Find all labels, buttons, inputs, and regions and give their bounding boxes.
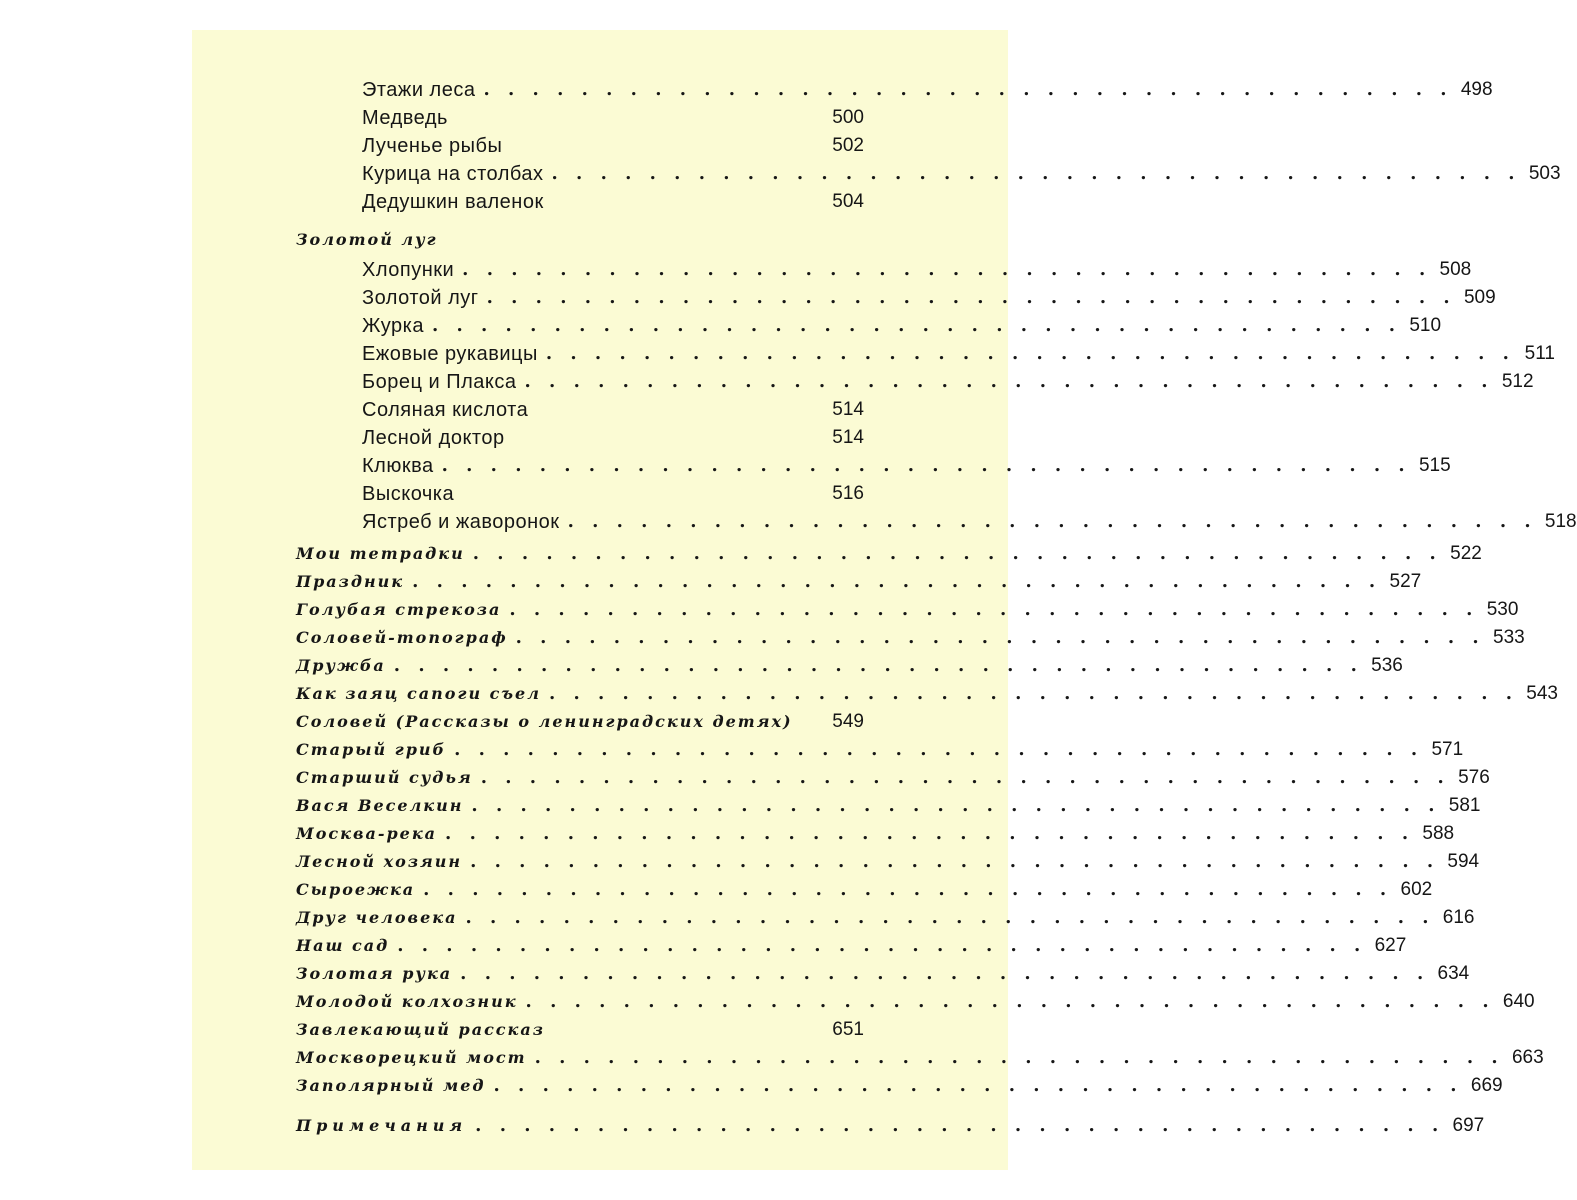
entry-title: Курица на столбах (362, 163, 544, 185)
entry-page-number: 518 (1544, 511, 1577, 532)
toc-sub-entry (362, 132, 864, 160)
entry-page-number: 576 (1458, 767, 1490, 788)
entry-page-number: 640 (1502, 991, 1535, 1012)
entry-page-number: 627 (1374, 935, 1407, 956)
toc-notes-entry (296, 1112, 1485, 1140)
toc-sub-entry (362, 256, 1472, 284)
entry-title: Как заяц сапоги съел (296, 684, 541, 703)
entry-title: Заполярный мед (296, 1076, 486, 1095)
dot-leader: . . . . . . . . . . . . . . . . . . . . . . . . . . . . . . . . . . . . . . . . (445, 823, 1415, 844)
toc-main-entry (296, 820, 1455, 848)
toc-sub-entry (362, 340, 1555, 368)
entry-title: Праздник (296, 572, 405, 591)
entry-page-number: 549 (832, 711, 864, 732)
section-heading-title: Золотой луг (296, 230, 438, 249)
entry-title: Лесной доктор (362, 427, 505, 449)
entry-title: Сыроежка (296, 880, 416, 899)
toc-main-entry (296, 876, 1433, 904)
dot-leader: . . . . . . . . . . . . . . . . . . . . . . . . . . . . . . . . . . . . . . . . (486, 287, 1456, 308)
entry-title: Соловей (Рассказы о ленинградских детях) (296, 712, 793, 731)
entry-page-number: 508 (1439, 259, 1472, 280)
entry-title: Лученье рыбы (362, 135, 503, 157)
toc-sub-entry (362, 452, 1451, 480)
toc-sub-entry (362, 76, 1493, 104)
dot-leader: . . . . . . . . . . . . . . . . . . . . . . . . . . . . . . . . . . . . . . . . (454, 739, 1424, 760)
entry-title: Журка (362, 315, 424, 337)
toc-sub-entry (362, 312, 1442, 340)
entry-title: Соловей-топограф (296, 628, 508, 647)
entry-title: Мои тетрадки (296, 544, 465, 563)
entry-title: Москворецкий мост (296, 1048, 527, 1067)
entry-title: Золотая рука (296, 964, 453, 983)
dot-leader: . . . . . . . . . . . . . . . . . . . . . . . . . . . . . . . . . . . . . . . . (515, 627, 1485, 648)
entry-page-number: 502 (832, 135, 864, 156)
dot-leader: . . . . . . . . . . . . . . . . . . . . . . . . . . . . . . . . . . . . . . . . (472, 543, 1442, 564)
dot-leader: . . . . . . . . . . . . . . . . . . . . . . . . . . . . . . . . . . . . . . . . (465, 907, 1435, 928)
entry-page-number: 522 (1450, 543, 1482, 564)
entry-title: Медведь (362, 107, 448, 129)
entry-page-number: 663 (1511, 1047, 1544, 1068)
entry-page-number: 602 (1400, 879, 1433, 900)
entry-page-number: 527 (1389, 571, 1422, 592)
entry-page-number: 543 (1526, 683, 1558, 704)
toc-main-entry (296, 848, 1480, 876)
entry-title: Наш сад (296, 936, 390, 955)
dot-leader: . . . . . . . . . . . . . . . . . . . . . . . . . . . . . . . . . . . . . . . . (471, 795, 1441, 816)
entry-title: Дедушкин валенок (362, 191, 544, 213)
entry-title: Вася Веселкин (296, 796, 464, 815)
toc-main-entry (296, 708, 864, 736)
entry-title: Молодой колхозник (296, 992, 518, 1011)
entry-title: Ястреб и жаворонок (362, 511, 560, 533)
entry-title: Борец и Плакса (362, 371, 517, 393)
entry-page-number: 512 (1501, 371, 1534, 392)
dot-leader: . . . . . . . . . . . . . . . . . . . . . . . . . . . . . . . . . . . . . . . . (551, 163, 1521, 184)
entry-page-number: 533 (1493, 627, 1525, 648)
toc-sub-entry (362, 104, 864, 132)
toc-sub-entry (362, 424, 864, 452)
dot-leader: . . . . . . . . . . . . . . . . . . . . . . . . . . . . . . . . . . . . . . . . (534, 1047, 1504, 1068)
dot-leader: . . . . . . . . . . . . . . . . . . . . . . . . . . . . . . . . . . . . . . . . (475, 1115, 1445, 1136)
dot-leader: . . . . . . . . . . . . . . . . . . . . . . . . . . . . . . . . . . . . . . . . (431, 315, 1402, 336)
toc-main-entry (296, 764, 1490, 792)
table-of-contents (192, 30, 1577, 1170)
entry-page-number: 514 (832, 399, 864, 420)
entry-page-number: 581 (1448, 795, 1481, 816)
entry-page-number: 511 (1524, 343, 1555, 364)
toc-sub-entry (362, 160, 1561, 188)
dot-leader: . . . . . . . . . . . . . . . . . . . . . . . . . . . . . . . . . . . . . . . . (412, 571, 1382, 592)
toc-sub-entry (362, 480, 864, 508)
dot-leader: . . . . . . . . . . . . . . . . . . . . . . . . . . . . . . . . . . . . . . . . (493, 1075, 1463, 1096)
dot-leader: . . . . . . . . . . . . . . . . . . . . . . . . . . . . . . . . . . . . . . . . (525, 991, 1495, 1012)
toc-main-entry (296, 1072, 1503, 1100)
entry-title: Выскочка (362, 483, 455, 505)
entry-page-number: 669 (1470, 1075, 1503, 1096)
entry-title: Клюква (362, 455, 434, 477)
toc-main-entry (296, 932, 1407, 960)
dot-leader: . . . . . . . . . . . . . . . . . . . . . . . . . . . . . . . . . . . . . . . . (423, 879, 1393, 900)
entry-title: Золотой луг (362, 287, 479, 309)
entry-title: Старый гриб (296, 740, 447, 759)
entry-page-number: 536 (1371, 655, 1403, 676)
entry-title: Этажи леса (362, 79, 476, 101)
entry-page-number: 594 (1447, 851, 1480, 872)
dot-leader: . . . . . . . . . . . . . . . . . . . . . . . . . . . . . . . . . . . . . . . . (548, 683, 1518, 704)
toc-main-entry (296, 904, 1475, 932)
entry-page-number: 571 (1431, 739, 1464, 760)
dot-leader: . . . . . . . . . . . . . . . . . . . . . . . . . . . . . . . . . . . . . . . . (480, 767, 1450, 788)
entry-page-number: 530 (1486, 599, 1519, 620)
toc-main-entry (296, 652, 1403, 680)
toc-main-entry (296, 680, 1558, 708)
entry-title: Дружба (296, 656, 386, 675)
entry-title: Лесной хозяин (296, 852, 463, 871)
toc-main-entry (296, 736, 1464, 764)
toc-main-entry (296, 792, 1481, 820)
book-page (192, 30, 1577, 1170)
dot-leader: . . . . . . . . . . . . . . . . . . . . . . . . . . . . . . . . . . . . . . . . (524, 371, 1494, 392)
toc-main-entry (296, 624, 1525, 652)
entry-page-number: 504 (832, 191, 864, 212)
toc-sub-entry (362, 396, 864, 424)
toc-main-entry (296, 988, 1535, 1016)
entry-title: Друг человека (296, 908, 458, 927)
dot-leader: . . . . . . . . . . . . . . . . . . . . . . . . . . . . . . . . . . . . . . . . (393, 655, 1363, 676)
entry-title: Голубая стрекоза (296, 600, 502, 619)
toc-section-heading (296, 226, 864, 254)
dot-leader: . . . . . . . . . . . . . . . . . . . . . . . . . . . . . . . . . . . . . . . . (567, 511, 1537, 532)
entry-page-number: 510 (1409, 315, 1442, 336)
entry-title: Соляная кислота (362, 399, 529, 421)
entry-title: Ежовые рукавицы (362, 343, 538, 365)
entry-title: Завлекающий рассказ (296, 1020, 545, 1039)
entry-title: Примечания (296, 1116, 468, 1135)
entry-page-number: 500 (832, 107, 864, 128)
toc-main-entry (296, 1044, 1544, 1072)
dot-leader: . . . . . . . . . . . . . . . . . . . . . . . . . . . . . . . . . . . . . . . . (470, 851, 1440, 872)
toc-main-entry (296, 1016, 864, 1044)
entry-page-number: 697 (1452, 1115, 1485, 1136)
dot-leader: . . . . . . . . . . . . . . . . . . . . . . . . . . . . . . . . . . . . . . . . (545, 343, 1515, 364)
entry-page-number: 498 (1460, 79, 1493, 100)
toc-sub-entry (362, 368, 1534, 396)
toc-main-entry (296, 568, 1422, 596)
toc-main-entry (296, 540, 1482, 568)
dot-leader: . . . . . . . . . . . . . . . . . . . . . . . . . . . . . . . . . . . . . . . . (460, 963, 1430, 984)
entry-page-number: 509 (1463, 287, 1496, 308)
entry-page-number: 514 (832, 427, 864, 448)
entry-page-number: 616 (1442, 907, 1475, 928)
entry-page-number: 634 (1437, 963, 1470, 984)
entry-title: Хлопунки (362, 259, 455, 281)
toc-main-entry (296, 960, 1470, 988)
entry-page-number: 588 (1422, 823, 1455, 844)
entry-page-number: 651 (832, 1019, 864, 1040)
toc-sub-entry (362, 508, 1577, 536)
entry-page-number: 503 (1528, 163, 1561, 184)
dot-leader: . . . . . . . . . . . . . . . . . . . . . . . . . . . . . . . . . . . . . . . . (441, 455, 1411, 476)
toc-sub-entry (362, 284, 1496, 312)
entry-title: Старший судья (296, 768, 473, 787)
dot-leader: . . . . . . . . . . . . . . . . . . . . . . . . . . . . . . . . . . . . . . . . (397, 935, 1367, 956)
toc-main-entry (296, 596, 1519, 624)
dot-leader: . . . . . . . . . . . . . . . . . . . . . . . . . . . . . . . . . . . . . . . . (509, 599, 1479, 620)
dot-leader: . . . . . . . . . . . . . . . . . . . . . . . . . . . . . . . . . . . . . . . . (462, 259, 1432, 280)
entry-title: Москва-река (296, 824, 438, 843)
entry-page-number: 516 (832, 483, 864, 504)
dot-leader: . . . . . . . . . . . . . . . . . . . . . . . . . . . . . . . . . . . . . . . . (483, 79, 1453, 100)
toc-sub-entry (362, 188, 864, 216)
entry-page-number: 515 (1418, 455, 1451, 476)
